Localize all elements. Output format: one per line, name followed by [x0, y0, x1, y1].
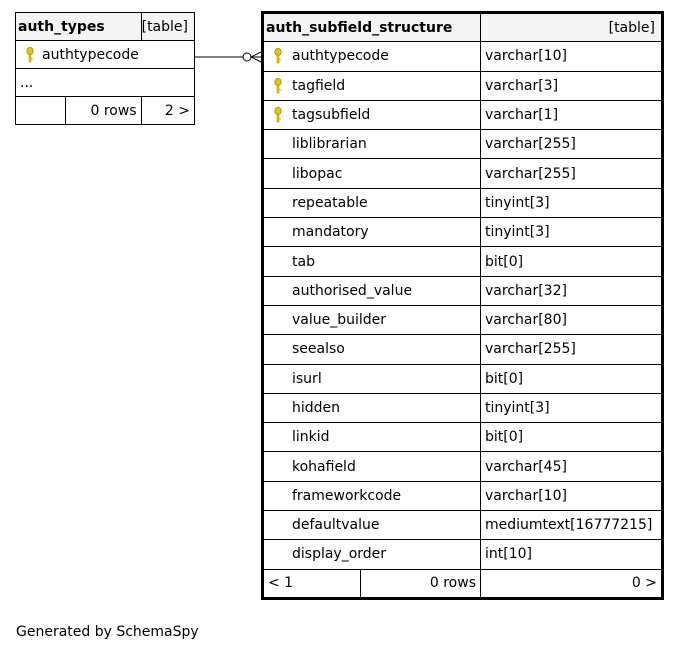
column-name-cell: [263, 540, 481, 569]
column-type: varchar[255]: [481, 130, 663, 159]
column-name-cell: [263, 364, 481, 393]
column-authtypecode: [16, 41, 195, 69]
column-type: varchar[255]: [481, 335, 663, 364]
primary-key-icon: [274, 78, 282, 94]
row-count: 0 rows: [66, 97, 141, 125]
column-name: libopac: [292, 165, 343, 182]
column-name-cell: [263, 42, 481, 71]
table-row: [263, 364, 663, 393]
column-type: int[10]: [481, 540, 663, 569]
table-row: [263, 276, 663, 305]
column-name-cell: [263, 305, 481, 334]
column-name: isurl: [292, 370, 322, 387]
children-count[interactable]: 2 >: [141, 97, 194, 125]
primary-key-icon: [26, 47, 34, 63]
column-name: defaultvalue: [292, 517, 380, 534]
column-name-cell: [263, 247, 481, 276]
column-type: varchar[32]: [481, 276, 663, 305]
table-title[interactable]: auth_types: [16, 13, 142, 41]
table-row: [263, 511, 663, 540]
column-type: bit[0]: [481, 247, 663, 276]
column-type: varchar[80]: [481, 305, 663, 334]
column-name-cell: [263, 511, 481, 540]
column-name: linkid: [292, 429, 330, 446]
generated-by-footer: Generated by SchemaSpy: [16, 624, 199, 640]
table-row: [263, 481, 663, 510]
parents-count-cell: [16, 97, 66, 125]
column-name-cell: [263, 100, 481, 129]
row-count: 0 rows: [361, 569, 481, 598]
column-name-cell: [263, 393, 481, 422]
column-type: bit[0]: [481, 423, 663, 452]
column-name: authtypecode: [42, 46, 139, 63]
column-type: varchar[255]: [481, 159, 663, 188]
table-row: [263, 393, 663, 422]
column-name: display_order: [292, 546, 387, 563]
column-type: tinyint[3]: [481, 218, 663, 247]
column-name-cell: [263, 335, 481, 364]
parents-count[interactable]: < 1: [263, 569, 361, 598]
column-type: bit[0]: [481, 364, 663, 393]
table-row: [263, 423, 663, 452]
column-name: liblibrarian: [292, 136, 367, 153]
column-name: tab: [292, 253, 315, 270]
column-name: mandatory: [292, 224, 369, 241]
column-type: varchar[10]: [481, 42, 663, 71]
table-row: [263, 130, 663, 159]
column-type: varchar[45]: [481, 452, 663, 481]
more-columns-ellipsis: ...: [16, 69, 195, 97]
column-name-cell: [263, 452, 481, 481]
table-row: [263, 159, 663, 188]
column-name-cell: [263, 481, 481, 510]
primary-key-icon: [274, 48, 282, 64]
table-row: [263, 42, 663, 71]
column-name-cell: [263, 276, 481, 305]
table-row: [263, 540, 663, 569]
children-count[interactable]: 0 >: [481, 569, 663, 598]
column-type: tinyint[3]: [481, 188, 663, 217]
column-name: hidden: [292, 400, 341, 416]
column-type: varchar[3]: [481, 71, 663, 100]
column-type: varchar[1]: [481, 100, 663, 129]
table-kind-label: [table]: [481, 13, 663, 42]
column-name: repeatable: [292, 194, 368, 211]
column-name-cell: [263, 218, 481, 247]
column-name-cell: [263, 423, 481, 452]
column-name: authtypecode: [292, 48, 389, 65]
table-row: [263, 247, 663, 276]
column-name: tagsubfield: [292, 107, 371, 124]
column-name: seealso: [292, 341, 345, 358]
column-name: authorised_value: [292, 282, 413, 299]
table-row: [263, 100, 663, 129]
column-name-cell: [263, 130, 481, 159]
column-type: varchar[10]: [481, 481, 663, 510]
table-row: [263, 335, 663, 364]
column-name-cell: [263, 159, 481, 188]
column-name: tagfield: [292, 77, 346, 94]
column-name-cell: [263, 188, 481, 217]
column-type: tinyint[3]: [481, 393, 663, 422]
column-type: mediumtext[16777215]: [481, 511, 663, 540]
column-name-cell: [263, 71, 481, 100]
column-name: kohafield: [292, 458, 356, 475]
table-row: [263, 188, 663, 217]
table-row: [263, 452, 663, 481]
table-row: [263, 218, 663, 247]
auth-types-table[interactable]: [15, 12, 195, 125]
table-row: [263, 71, 663, 100]
table-title[interactable]: auth_subfield_structure: [263, 13, 481, 42]
column-name: frameworkcode: [292, 487, 402, 504]
auth-subfield-structure-table[interactable]: [261, 11, 664, 600]
table-kind-label: [table]: [141, 13, 194, 41]
column-name: value_builder: [292, 312, 387, 329]
primary-key-icon: [274, 107, 282, 123]
table-row: [263, 305, 663, 334]
